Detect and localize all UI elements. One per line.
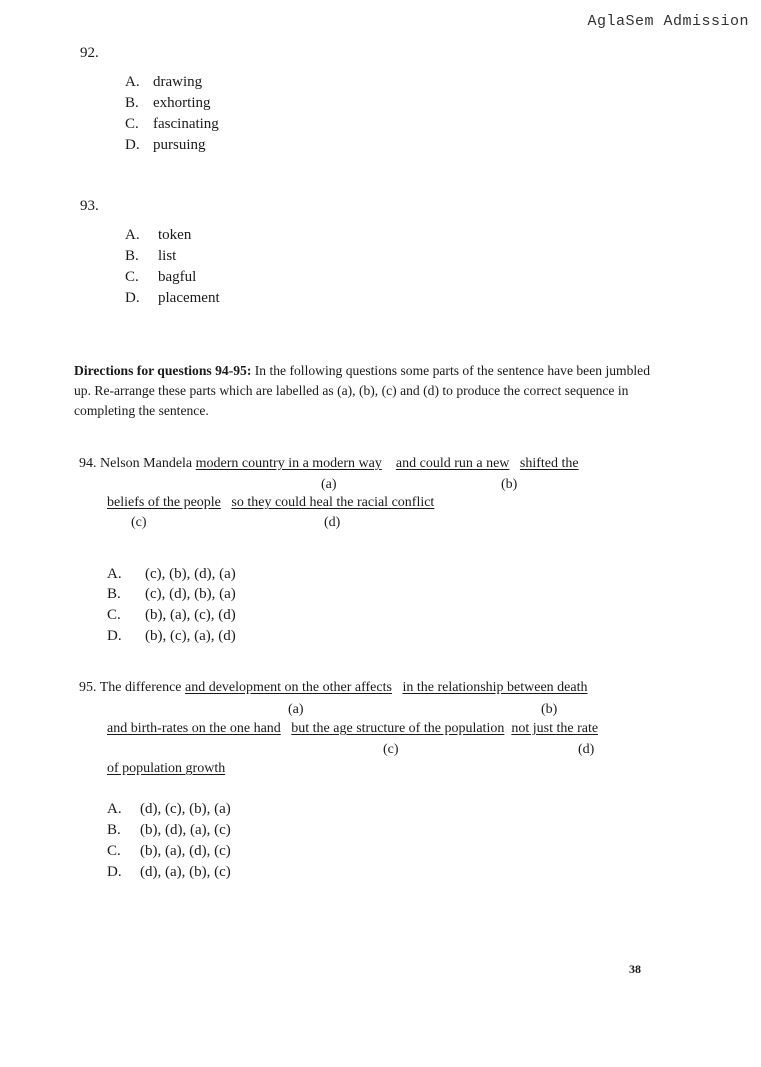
q95-option-b-letter: B. [107, 822, 121, 838]
q92-option-d-letter: D. [125, 137, 140, 153]
q93-option-b [125, 248, 176, 265]
q94-option-d [107, 628, 236, 645]
q92-option-c-letter: C. [125, 116, 139, 132]
q95-option-d [107, 864, 231, 881]
q95-sentence-line-2 [107, 721, 598, 737]
q94-sentence-line-2 [107, 495, 434, 511]
q92-option-b-text: exhorting [153, 95, 211, 111]
question-94-number: 94. [79, 456, 97, 471]
q94-option-a-letter: A. [107, 566, 122, 582]
q92-option-a [125, 74, 202, 91]
q95-option-b-text: (b), (d), (a), (c) [140, 822, 231, 838]
q95-label-d: (d) [578, 742, 595, 757]
question-93-number: 93. [80, 198, 99, 214]
q94-option-c-letter: C. [107, 607, 121, 623]
q93-option-a-letter: A. [125, 227, 140, 243]
q95-label-a: (a) [288, 702, 304, 717]
q93-option-c [125, 269, 196, 286]
q95-part-a: and development on the other affects [185, 680, 392, 695]
q95-part-d: not just the rate [511, 721, 599, 736]
q95-option-a [107, 801, 231, 818]
q94-part-c: beliefs of the people [107, 495, 221, 510]
directions-paragraph [74, 361, 654, 421]
q93-option-d-letter: D. [125, 290, 140, 306]
q95-label-b: (b) [541, 702, 558, 717]
q94-option-c-text: (b), (a), (c), (d) [145, 607, 236, 623]
q93-option-b-text: list [158, 248, 177, 264]
q95-sentence-line-1 [79, 680, 588, 696]
q94-option-c [107, 607, 236, 624]
q95-option-c [107, 843, 231, 860]
q92-option-d-text: pursuing [153, 137, 206, 153]
q95-sentence-line-3 [107, 761, 225, 777]
directions-text: In the following questions some parts of the sentence have been jumbled up. Re-arrange these parts which are labelled as (a), (b), (c) and (d) to produce the correct sequence in completing the sentence. [74, 363, 650, 418]
q94-label-d: (d) [324, 515, 341, 530]
q92-option-b [125, 95, 211, 112]
watermark-header: AglaSem Admission [587, 13, 749, 30]
directions-label: Directions for questions 94-95: [74, 363, 252, 378]
q95-part-lead: and birth-rates on the one hand [107, 721, 281, 736]
q95-intro: The difference [99, 680, 182, 695]
q95-option-d-text: (d), (a), (b), (c) [140, 864, 231, 880]
q93-option-c-text: bagful [158, 269, 197, 285]
q95-option-c-text: (b), (a), (d), (c) [140, 843, 231, 859]
q94-option-a [107, 566, 236, 583]
q93-option-d [125, 290, 220, 307]
q94-part-b: and could run a new [395, 456, 510, 471]
q94-intro: Nelson Mandela [100, 456, 193, 471]
q95-option-b [107, 822, 231, 839]
q95-label-c: (c) [383, 742, 399, 757]
page-number: 38 [629, 962, 641, 976]
q92-option-c-text: fascinating [153, 116, 219, 132]
question-92-number: 92. [80, 45, 99, 61]
q95-part-b: in the relationship between death [402, 680, 588, 695]
q94-option-a-text: (c), (b), (d), (a) [145, 566, 236, 582]
q95-option-d-letter: D. [107, 864, 122, 880]
q95-option-c-letter: C. [107, 843, 121, 859]
q94-option-b [107, 586, 236, 603]
q93-option-a-text: token [158, 227, 192, 243]
q92-option-b-letter: B. [125, 95, 139, 111]
q94-option-d-letter: D. [107, 628, 122, 644]
q94-option-b-letter: B. [107, 586, 121, 602]
q94-label-c: (c) [131, 515, 147, 530]
q94-label-b: (b) [501, 477, 518, 492]
q94-part-d: so they could heal the racial conflict [231, 495, 435, 510]
q93-option-b-letter: B. [125, 248, 139, 264]
q93-option-c-letter: C. [125, 269, 139, 285]
q94-tail: shifted the [519, 456, 579, 471]
q94-part-a: modern country in a modern way [195, 456, 382, 471]
q92-option-a-letter: A. [125, 74, 140, 90]
q93-option-d-text: placement [158, 290, 220, 306]
q95-option-a-letter: A. [107, 801, 122, 817]
q92-option-d [125, 137, 206, 154]
q94-option-d-text: (b), (c), (a), (d) [145, 628, 236, 644]
q92-option-a-text: drawing [153, 74, 203, 90]
q92-option-c [125, 116, 219, 133]
q94-option-b-text: (c), (d), (b), (a) [145, 586, 236, 602]
q94-sentence-line-1 [79, 456, 579, 472]
q94-label-a: (a) [321, 477, 337, 492]
q95-tail: of population growth [107, 761, 226, 776]
q95-option-a-text: (d), (c), (b), (a) [140, 801, 231, 817]
q95-part-c: but the age structure of the population [291, 721, 505, 736]
q93-option-a [125, 227, 191, 244]
question-95-number: 95. [79, 680, 97, 695]
